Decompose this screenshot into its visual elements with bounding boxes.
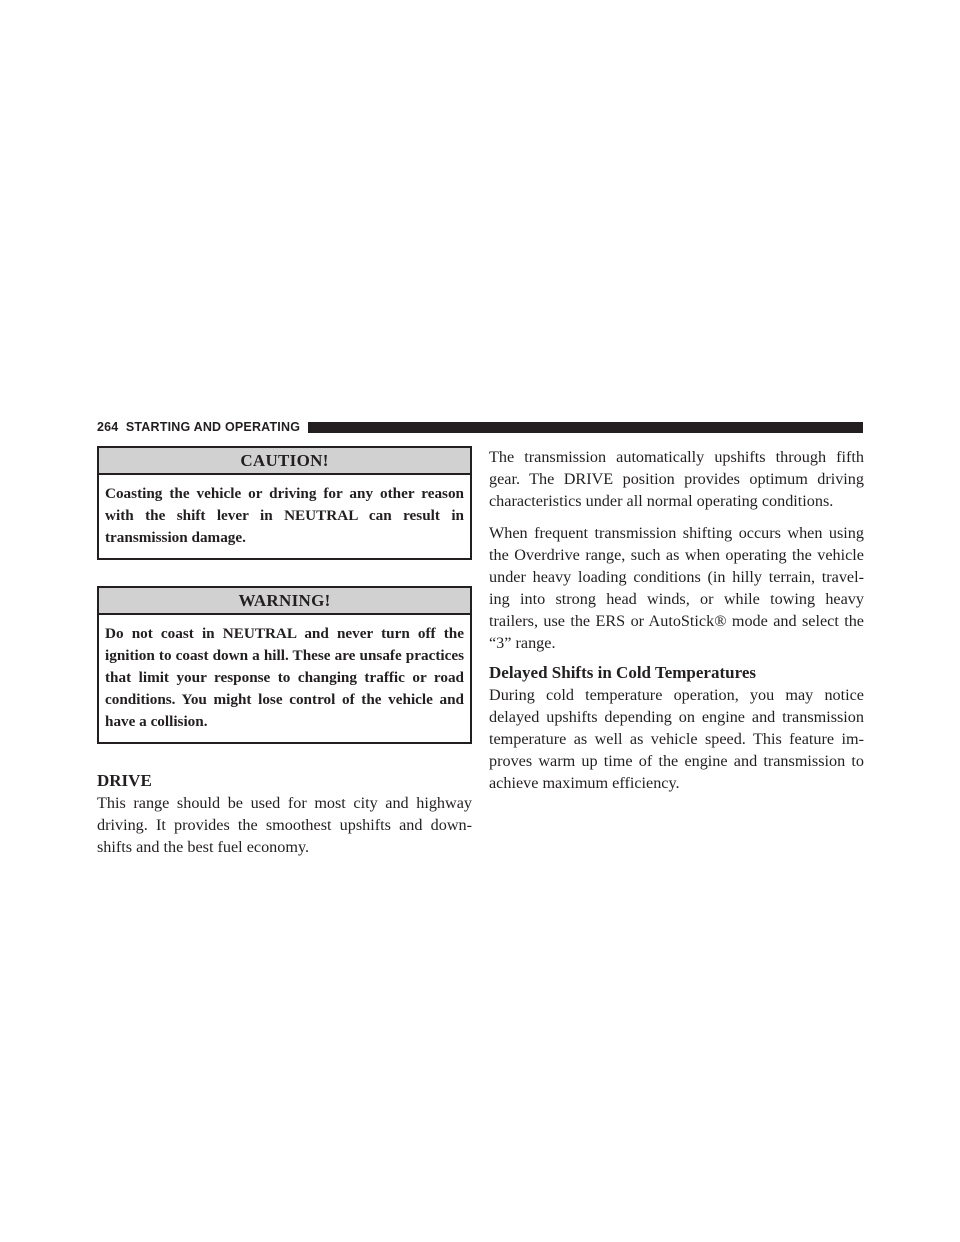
page-number: 264 bbox=[97, 420, 119, 434]
warning-box bbox=[97, 586, 472, 744]
left-column bbox=[97, 446, 472, 858]
header-rule bbox=[308, 422, 863, 433]
transmission-paragraph: The transmission automatically upshifts through fifth gear. The DRIVE position provides optimum driving characteristics under all normal operating conditions. bbox=[489, 448, 864, 510]
caution-body: Coasting the vehicle or driving for any other reason with the shift lever in NEUTRAL can result in transmission damage. bbox=[105, 485, 464, 546]
cold-temperature-paragraph: During cold temperature operation, you may notice delayed upshifts depending on engine and transmission temperature as well as vehicle speed. This feature im-proves warm up time of the engine and transmission to achieve maximum efficiency. bbox=[489, 686, 864, 792]
page-header-text bbox=[97, 420, 308, 434]
caution-title: CAUTION! bbox=[99, 448, 470, 475]
overdrive-paragraph: When frequent transmission shifting occurs when using the Overdrive range, such as when operating the vehicle under heavy loading conditions (in hilly terrain, travel-ing into strong head winds, or while towing heavy trailers, use the ERS or AutoStick® mode and select the “3” range. bbox=[489, 524, 864, 652]
page-header bbox=[97, 418, 863, 436]
right-column bbox=[489, 446, 864, 804]
drive-heading: DRIVE bbox=[97, 771, 152, 790]
drive-paragraph: This range should be used for most city and highway driving. It provides the smoothest upshifts and down-shifts and the best fuel economy. bbox=[97, 794, 472, 856]
caution-box bbox=[97, 446, 472, 560]
warning-body: Do not coast in NEUTRAL and never turn off the ignition to coast down a hill. These are unsafe practices that limit your response to changing traffic or road conditions. You might lose control of the vehicle and have a collision. bbox=[105, 625, 464, 730]
section-title: STARTING AND OPERATING bbox=[125, 420, 301, 434]
warning-title: WARNING! bbox=[99, 588, 470, 615]
delayed-shifts-heading: Delayed Shifts in Cold Temperatures bbox=[489, 663, 756, 682]
